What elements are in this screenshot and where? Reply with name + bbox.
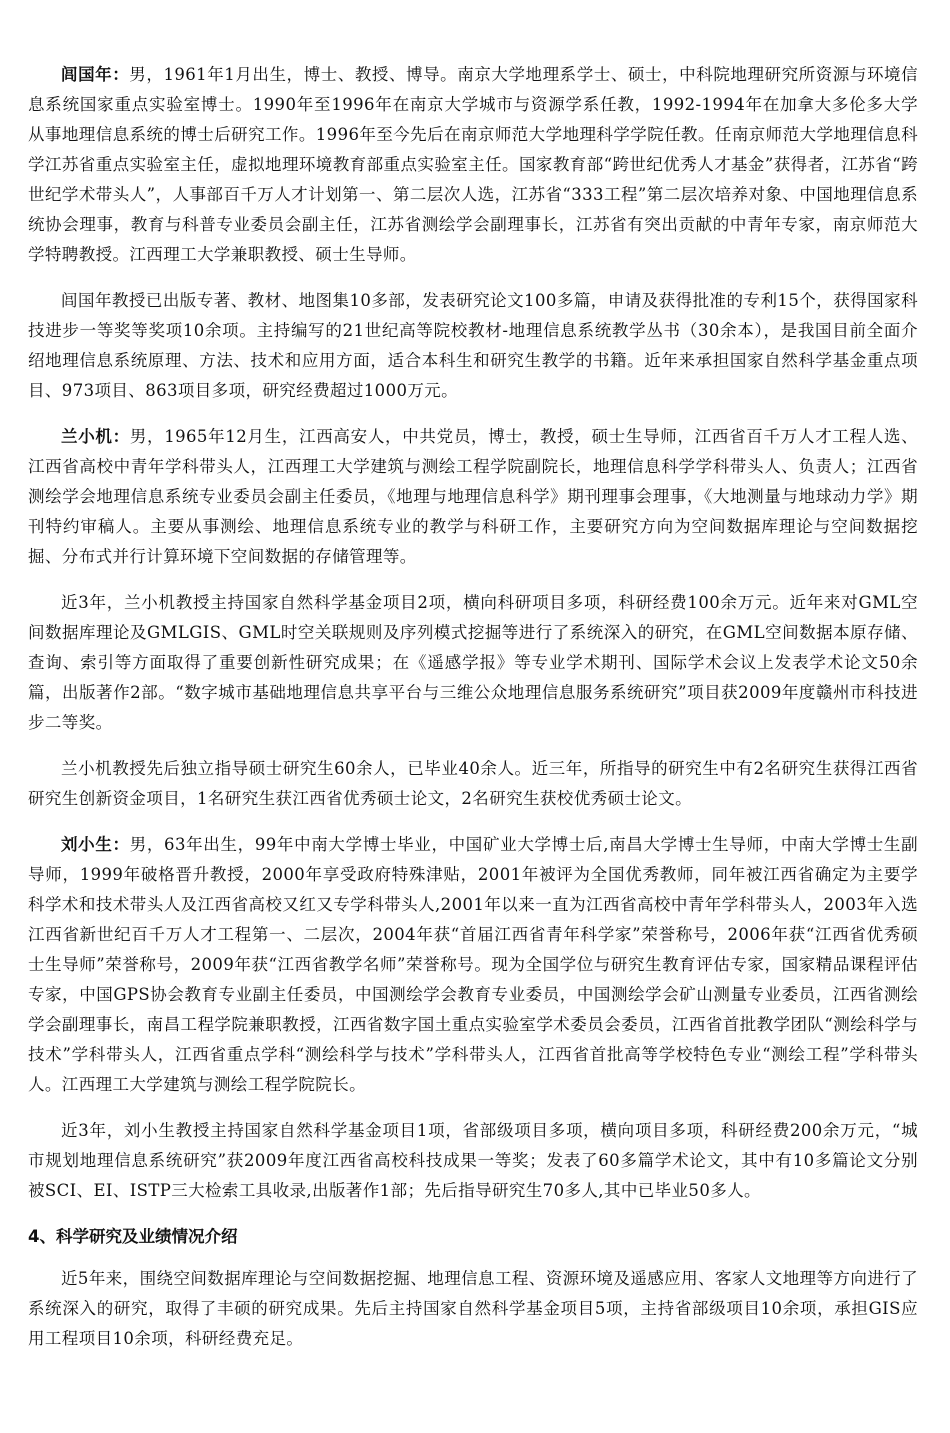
person-name: 闾国年： [61,65,130,84]
paragraph: 近3年，刘小生教授主持国家自然科学基金项目1项，省部级项目多项，横向项目多项，科研经费200余万元，“城市规划地理信息系统研究”获2009年度江西省高校科技成果一等奖；发表了60多篇学术论文，其中有10多篇论文分别被SCI、EI、ISTP三大检索工具收录,出版著作1部；先后指导研究生70多人,其中已毕业50多人。 [28,1121,918,1200]
profile-lan-xiaoji [28,422,918,572]
profile-liu-xiaosheng [28,830,918,1100]
paragraph: 近5年来，围绕空间数据库理论与空间数据挖掘、地理信息工程、资源环境及遥感应用、客家人文地理等方向进行了系统深入的研究，取得了丰硕的研究成果。先后主持国家自然科学基金项目5项，主持省部级项目10余项，承担GIS应用工程项目10余项，科研经费充足。 [28,1269,918,1348]
person-bio: 男，63年出生，99年中南大学博士毕业，中国矿业大学博士后,南昌大学博士生导师，中南大学博士生副导师，1999年破格晋升教授，2000年享受政府特殊津贴，2001年被评为全国优秀教师，同年被江西省确定为主要学科学术和技术带头人及江西省高校又红又专学科带头人,2001年以来一直为江西省高校中青年学科带头人，2003年入选江西省新世纪百千万人才工程第一、二层次，2004年获“首届江西省青年科学家”荣誉称号，2006年获“江西省优秀硕士生导师”荣誉称号，2009年获“江西省教学名师”荣誉称号。现为全国学位与研究生教育评估专家，国家精品课程评估专家，中国GPS协会教育专业副主任委员，中国测绘学会教育专业委员，中国测绘学会矿山测量专业委员，江西省测绘学会副理事长，南昌工程学院兼职教授，江西省数字国土重点实验室学术委员会委员，江西省首批教学团队“测绘科学与技术”学科带头人，江西省重点学科“测绘科学与技术”学科带头人，江西省首批高等学校特色专业“测绘工程”学科带头人。江西理工大学建筑与测绘工程学院院长。 [28,835,918,1094]
person-name: 兰小机： [61,427,130,446]
profile-lv-guonian [28,60,918,270]
paragraph: 兰小机教授先后独立指导硕士研究生60余人，已毕业40余人。近三年，所指导的研究生中有2名研究生获得江西省研究生创新资金项目，1名研究生获江西省优秀硕士论文，2名研究生获校优秀硕士论文。 [28,759,918,808]
person-bio: 男，1965年12月生，江西高安人，中共党员，博士，教授，硕士生导师，江西省百千万人才工程人选、江西省高校中青年学科带头人，江西理工大学建筑与测绘工程学院副院长，地理信息科学学科带头人、负责人；江西省测绘学会地理信息系统专业委员会副主任委员，《地理与地理信息科学》期刊理事会理事，《大地测量与地球动力学》期刊特约审稿人。主要从事测绘、地理信息系统专业的教学与科研工作，主要研究方向为空间数据库理论与空间数据挖掘、分布式并行计算环境下空间数据的存储管理等。 [28,427,918,566]
paragraph: 闾国年教授已出版专著、教材、地图集10多部，发表研究论文100多篇，申请及获得批准的专利15个，获得国家科技进步一等奖等奖项10余项。主持编写的21世纪高等院校教材-地理信息系统教学丛书（30余本），是我国目前全面介绍地理信息系统原理、方法、技术和应用方面，适合本科生和研究生教学的书籍。近年来承担国家自然科学基金重点项目、973项目、863项目多项，研究经费超过1000万元。 [28,291,918,400]
person-name: 刘小生： [61,835,130,854]
section-heading: 4、科学研究及业绩情况介绍 [28,1227,238,1246]
paragraph: 近3年，兰小机教授主持国家自然科学基金项目2项，横向科研项目多项，科研经费100余万元。近年来对GML空间数据库理论及GMLGIS、GML时空关联规则及序列模式挖掘等进行了系统深入的研究，在GML空间数据本原存储、查询、索引等方面取得了重要创新性研究成果；在《遥感学报》等专业学术期刊、国际学术会议上发表学术论文50余篇，出版著作2部。“数字城市基础地理信息共享平台与三维公众地理信息服务系统研究”项目获2009年度赣州市科技进步二等奖。 [28,593,918,732]
person-bio: 男，1961年1月出生，博士、教授、博导。南京大学地理系学士、硕士，中科院地理研究所资源与环境信息系统国家重点实验室博士。1990年至1996年在南京大学城市与资源学系任教，1992-1994年在加拿大多伦多大学从事地理信息系统的博士后研究工作。1996年至今先后在南京师范大学地理科学学院任教。任南京师范大学地理信息科学江苏省重点实验室主任，虚拟地理环境教育部重点实验室主任。国家教育部“跨世纪优秀人才基金”获得者，江苏省“跨世纪学术带头人”，人事部百千万人才计划第一、第二层次人选，江苏省“333工程”第二层次培养对象、中国地理信息系统协会理事，教育与科普专业委员会副主任，江苏省测绘学会副理事长，江苏省有突出贡献的中青年专家，南京师范大学特聘教授。江西理工大学兼职教授、硕士生导师。 [28,65,918,264]
document-page [28,60,918,1370]
